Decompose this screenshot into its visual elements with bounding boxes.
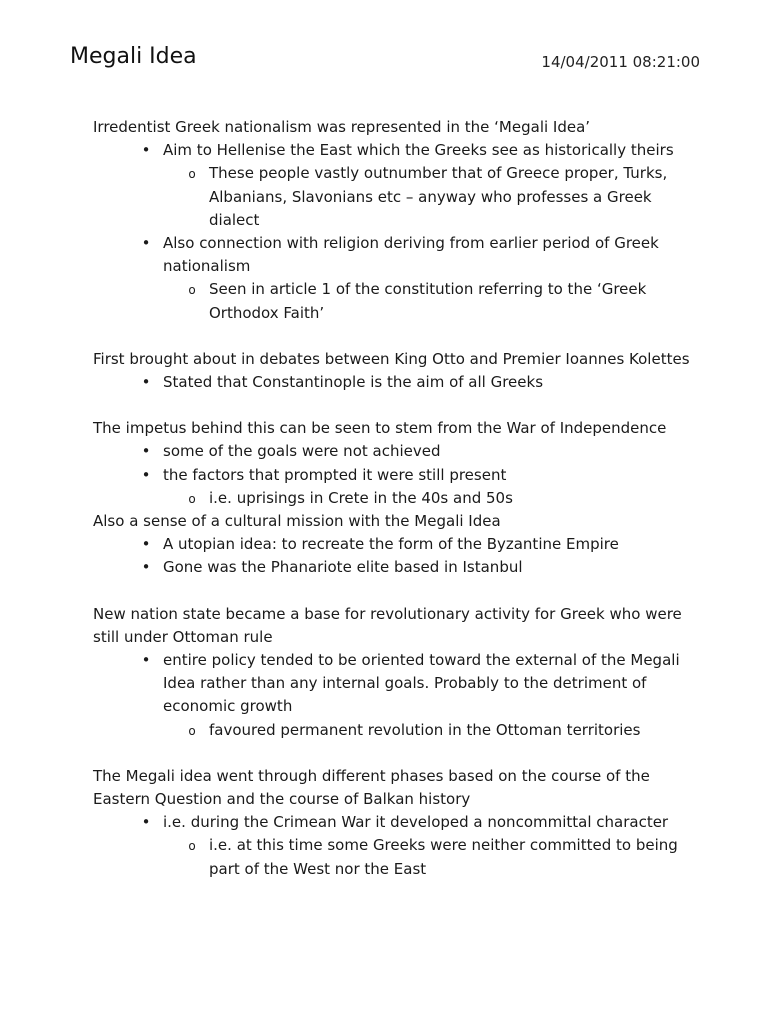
sub-bullet-list	[163, 278, 693, 324]
sub-list-item	[93, 162, 693, 232]
paragraph: The Megali idea went through different phases based on the course of the Eastern Question and the course of Balkan history	[93, 766, 650, 809]
timestamp: 14/04/2011 08:21:00	[541, 53, 700, 71]
sub-list-item	[93, 719, 693, 742]
bullet-icon: •	[141, 465, 151, 484]
list-item-text: A utopian idea: to recreate the form of the Byzantine Empire	[163, 535, 619, 554]
sub-list-item-text: These people vastly outnumber that of Greece proper, Turks, Albanians, Slavonians etc – anyway who professes a Greek dialect	[209, 164, 668, 229]
bullet-list	[93, 371, 693, 394]
list-item	[93, 232, 693, 325]
bullet-list	[93, 440, 693, 510]
section	[93, 116, 693, 325]
sub-bullet-list	[163, 834, 693, 880]
circle-bullet-icon: o	[188, 839, 196, 854]
spacer	[93, 742, 693, 765]
spacer	[93, 325, 693, 348]
list-item-text: i.e. during the Crimean War it developed a noncommittal character	[163, 813, 669, 832]
bullet-list	[93, 649, 693, 742]
bullet-icon: •	[141, 651, 151, 670]
bullet-icon: •	[141, 558, 151, 577]
sub-bullet-list	[163, 162, 693, 232]
list-item-text: Also connection with religion deriving from earlier period of Greek nationalism	[163, 234, 659, 276]
bullet-list	[93, 139, 693, 325]
page-title: Megali Idea	[70, 44, 197, 69]
paragraph: Also a sense of a cultural mission with the Megali Idea	[93, 512, 501, 531]
paragraph: First brought about in debates between King Otto and Premier Ioannes Kolettes	[93, 349, 690, 368]
document-header	[70, 44, 700, 78]
list-item-text: the factors that prompted it were still present	[163, 465, 507, 484]
circle-bullet-icon: o	[188, 167, 196, 182]
bullet-icon: •	[141, 141, 151, 160]
section	[93, 348, 693, 394]
list-item-text: entire policy tended to be oriented toward the external of the Megali Idea rather than any internal goals. Probably to the detriment of economic growth	[163, 651, 680, 716]
list-item-text: Stated that Constantinople is the aim of all Greeks	[163, 373, 544, 392]
sub-bullet-list	[163, 487, 693, 510]
list-item	[93, 139, 693, 232]
bullet-icon: •	[141, 442, 151, 461]
section	[93, 417, 693, 510]
circle-bullet-icon: o	[188, 491, 196, 506]
circle-bullet-icon: o	[188, 723, 196, 738]
list-item	[93, 649, 693, 742]
document-body	[93, 116, 693, 881]
spacer	[93, 394, 693, 417]
sub-list-item	[93, 834, 693, 880]
section	[93, 603, 693, 742]
bullet-icon: •	[141, 535, 151, 554]
sub-list-item	[93, 278, 693, 324]
list-item	[93, 371, 693, 394]
sub-list-item	[93, 487, 693, 510]
list-item-text: Gone was the Phanariote elite based in Istanbul	[163, 558, 523, 577]
circle-bullet-icon: o	[188, 283, 196, 298]
sub-bullet-list	[163, 719, 693, 742]
paragraph: Irredentist Greek nationalism was represented in the ‘Megali Idea’	[93, 118, 591, 136]
sub-list-item-text: i.e. at this time some Greeks were neither committed to being part of the West nor the East	[209, 836, 678, 878]
spacer	[93, 580, 693, 603]
sub-list-item-text: favoured permanent revolution in the Ottoman territories	[209, 720, 641, 739]
sub-list-item-text: Seen in article 1 of the constitution referring to the ‘Greek Orthodox Faith’	[209, 280, 647, 322]
list-item	[93, 464, 693, 510]
section	[93, 510, 693, 580]
bullet-list	[93, 811, 693, 881]
paragraph: The impetus behind this can be seen to stem from the War of Independence	[93, 419, 667, 438]
bullet-icon: •	[141, 813, 151, 832]
bullet-icon: •	[141, 234, 151, 253]
list-item-text: some of the goals were not achieved	[163, 442, 441, 461]
list-item	[93, 440, 693, 463]
list-item	[93, 811, 693, 881]
list-item-text: Aim to Hellenise the East which the Greeks see as historically theirs	[163, 141, 674, 160]
bullet-icon: •	[141, 373, 151, 392]
paragraph: New nation state became a base for revolutionary activity for Greek who were still under Ottoman rule	[93, 604, 682, 646]
bullet-list	[93, 533, 693, 579]
section	[93, 765, 693, 881]
sub-list-item-text: i.e. uprisings in Crete in the 40s and 50s	[209, 488, 513, 507]
list-item	[93, 556, 693, 579]
list-item	[93, 533, 693, 556]
